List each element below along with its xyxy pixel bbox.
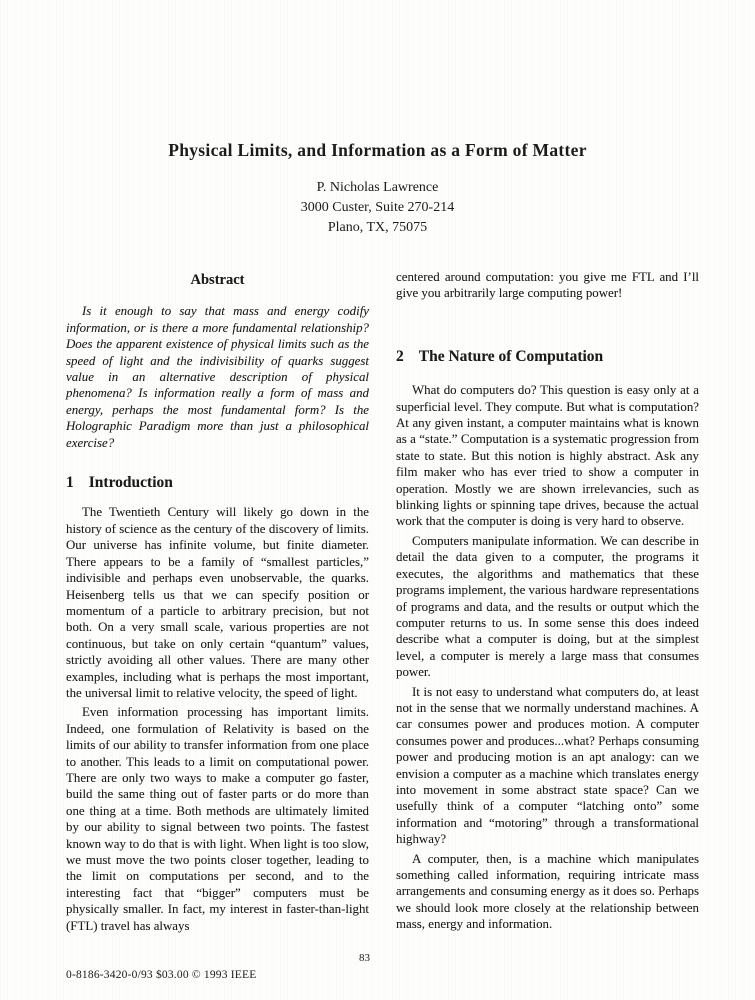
right-column <box>396 269 699 937</box>
section-title: Introduction <box>88 474 173 492</box>
author-address-line-2: Plano, TX, 75075 <box>327 220 428 235</box>
author-address-line-1: 3000 Custer, Suite 270-214 <box>300 200 455 215</box>
abstract-text: Is it enough to say that mass and energy codify information, or is there a more fundamental relationship? Does the apparent existence of physical limits such as the speed of light and the indivisibility of quarks suggest value in an alternative description of physical phenomena? Is information really a form of mass and energy, perhaps the most fundamental form? Is the Holographic Paradigm more than just a philosophical exercise? <box>66 304 369 450</box>
author-name: P. Nicholas Lawrence <box>316 180 439 195</box>
section-heading-nature-of-computation <box>396 349 699 365</box>
left-column <box>66 269 369 937</box>
section2-paragraph-2: Computers manipulate information. We can describe in detail the data given to a computer, the programs it executes, the algorithms and mathematics that these programs implement, the various hardware representations of programs and data, and the results or output which the computer returns to us. In some sense this does indeed describe what a computer is doing, but at the simplest level, a computer is merely a large mass that consumes power. <box>396 533 699 680</box>
copyright-line: 0-8186-3420-0/93 $03.00 © 1993 IEEE <box>66 969 257 981</box>
page-number: 83 <box>359 952 370 964</box>
section2-paragraph-3: It is not easy to understand what computers do, at least not in the sense that we normally understand machines. A car consumes power and produces motion. A computer consumes power and produces...what? Perhaps consuming power and producing motion is an apt analogy: can we envision a computer as a machine which translates energy into movement in some abstract state space? Can we usefully think of a computer “latching onto” some information and “motoring” through a transformational highway? <box>396 684 699 847</box>
abstract-heading: Abstract <box>190 272 245 288</box>
continuation-paragraph: centered around computation: you give me FTL and I’ll give you arbitrarily large computing power! <box>396 270 699 301</box>
paper-title: Physical Limits, and Information as a Form of Matter <box>168 140 587 160</box>
section-heading-introduction <box>66 475 369 491</box>
two-column-body <box>66 269 699 937</box>
section-number: 2 <box>396 347 404 365</box>
title-block <box>0 0 755 238</box>
section2-paragraph-1: What do computers do? This question is easy only at a superficial level. They compute. But what is computation? At any given instant, a computer maintains what is known as a “state.” Computation is a systematic progression from state to state. But this notion is highly abstract. Ask any film maker who has ever tried to show a computer in operation. Mostly we are shown irrelevancies, such as blinking lights or spinning tape drives, because the actual work that the computer is doing is very hard to observe. <box>396 383 699 529</box>
intro-paragraph-1: The Twentieth Century will likely go down in the history of science as the century of the discovery of limits. Our universe has infinite volume, but finite diameter. There appears to be a family of “smallest particles,” indivisible and perhaps even unobservable, the quarks. Heisenberg tells us that we can specify position or momentum of a particle to arbitrary precision, but not both. On a very small scale, various properties are not continuous, but take on only certain “quantum” values, strictly avoiding all other values. There are many other examples, including what is perhaps the most important, the universal limit to relative velocity, the speed of light. <box>66 505 369 700</box>
intro-paragraph-2: Even information processing has important limits. Indeed, one formulation of Relativity is based on the limits of our ability to transfer information from one place to another. This leads to a limit on computational power. There are only two ways to make a computer go faster, build the same thing out of faster parts or do more than one thing at a time. Both methods are ultimately limited by our ability to signal between two points. The fastest known way to do that is with light. When light is too slow, we must move the two points closer together, leading to the limit on computations per second, and to the interesting fact that “bigger” computers must be physically smaller. In fact, my interest in faster-than-light (FTL) travel has always <box>66 705 369 933</box>
section-number: 1 <box>66 474 74 492</box>
section-title: The Nature of Computation <box>418 347 604 365</box>
section2-paragraph-4: A computer, then, is a machine which manipulates something called information, requiring intricate mass arrangements and consuming energy as it does so. Perhaps we should look more closely at the relationship between mass, energy and information. <box>396 851 699 932</box>
